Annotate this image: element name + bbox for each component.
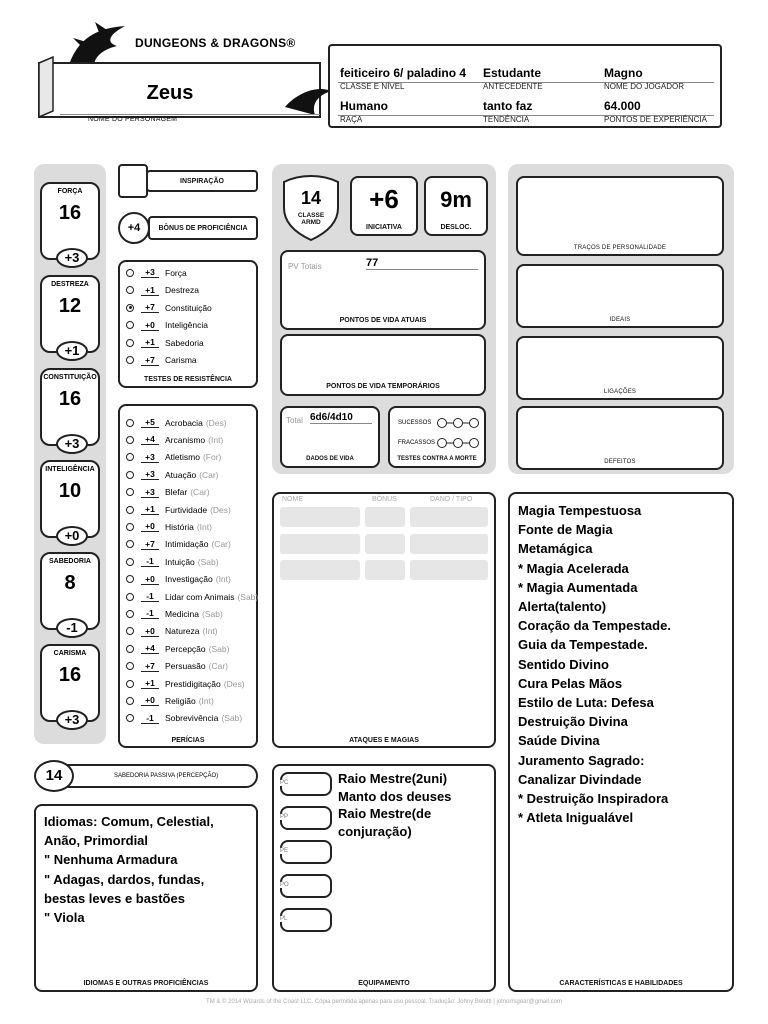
skill-attribute: (Int) bbox=[198, 695, 214, 706]
skill-attribute: (Car) bbox=[199, 469, 219, 480]
skill-name: Percepção bbox=[165, 643, 206, 654]
skill-value[interactable]: -1 bbox=[141, 608, 159, 619]
proficiency-checkbox[interactable] bbox=[126, 540, 134, 548]
skill-attribute: (Sab) bbox=[221, 713, 243, 724]
saving-throw-row bbox=[126, 299, 212, 316]
xp-label: PONTOS DE EXPERIÊNCIA bbox=[604, 115, 707, 124]
saving-throw-name: Constituição bbox=[165, 302, 212, 313]
skill-name: Acrobacia bbox=[165, 417, 203, 428]
skill-value[interactable]: -1 bbox=[141, 591, 159, 602]
skill-attribute: (Int) bbox=[215, 574, 231, 585]
attack-1-name[interactable] bbox=[280, 507, 360, 527]
skill-value[interactable]: +4 bbox=[141, 434, 159, 445]
saving-throw-value[interactable]: +1 bbox=[141, 285, 159, 296]
proficiency-checkbox[interactable] bbox=[126, 575, 134, 583]
attacks-col-name: NOME bbox=[282, 496, 303, 503]
skill-row bbox=[126, 623, 218, 640]
proficiency-checkbox[interactable] bbox=[126, 558, 134, 566]
proficiency-checkbox[interactable] bbox=[126, 697, 134, 705]
skill-row bbox=[126, 588, 258, 605]
skill-row bbox=[126, 658, 228, 675]
proficiency-checkbox[interactable] bbox=[126, 680, 134, 688]
inspiration-checkbox[interactable] bbox=[118, 164, 148, 198]
skill-value[interactable]: +3 bbox=[141, 452, 159, 463]
attack-1-bonus[interactable] bbox=[365, 507, 405, 527]
saving-throw-row bbox=[126, 317, 208, 334]
hit-dice-box: Total 6d6/4d10 DADOS DE VIDA bbox=[280, 406, 380, 468]
proficiency-checkbox[interactable] bbox=[126, 339, 134, 347]
max-hp-value: 77 bbox=[366, 257, 478, 270]
skill-name: Natureza bbox=[165, 626, 200, 637]
armor-class-value[interactable]: 14 bbox=[300, 188, 322, 208]
skill-name: Intimidação bbox=[165, 539, 209, 550]
class-level-value[interactable]: feiticeiro 6/ paladino 4 bbox=[340, 66, 467, 80]
features-text[interactable]: Magia Tempestuosa Fonte de Magia Metamágica * Magia Acelerada * Magia Aumentada Alerta(talento) Coração da Tempestade. Guia da Tempestade. Sentido Divino Cura Pelas Mãos Estilo de Luta: Defesa Destruição Divina Saúde Divina Juramento Sagrado: Canalizar Divindade * Destruição Inspiradora * Atleta Inigualável bbox=[518, 503, 671, 826]
saving-throw-name: Sabedoria bbox=[165, 337, 204, 348]
skill-row bbox=[126, 466, 219, 483]
skill-value[interactable]: +0 bbox=[141, 521, 159, 532]
saving-throw-name: Força bbox=[165, 267, 187, 278]
class-level-label: CLASSE E NÍVEL bbox=[340, 82, 405, 91]
skill-attribute: (Sab) bbox=[202, 608, 223, 619]
skill-value[interactable]: +0 bbox=[141, 626, 159, 637]
attack-3-name[interactable] bbox=[280, 560, 360, 580]
skill-attribute: (Des) bbox=[205, 417, 227, 428]
skill-name: Prestidigitação bbox=[165, 678, 221, 689]
initiative-value[interactable]: +6 bbox=[369, 184, 399, 214]
languages-text[interactable]: Idiomas: Comum, Celestial, Anão, Primordial " Nenhuma Armadura " Adagas, dardos, fundas, bestas leves e bastões " Viola bbox=[44, 814, 214, 926]
proficiency-checkbox[interactable] bbox=[126, 488, 134, 496]
skill-value[interactable]: +3 bbox=[141, 469, 159, 480]
hit-dice-total[interactable]: 6d6/4d10 bbox=[310, 412, 372, 424]
armor-class-label: CLASSE ARMD bbox=[297, 212, 325, 226]
skill-row bbox=[126, 501, 231, 518]
skill-row bbox=[126, 414, 227, 431]
equipment-text[interactable]: Raio Mestre(2uni) Manto dos deuses Raio Mestre(de conjuração) bbox=[338, 771, 452, 839]
skill-name: História bbox=[165, 521, 194, 532]
proficiency-checkbox[interactable] bbox=[126, 662, 134, 670]
coin-sp[interactable]: PP bbox=[280, 806, 332, 830]
skill-value[interactable]: +0 bbox=[141, 695, 159, 706]
saving-throw-row bbox=[126, 334, 204, 351]
personality-traits-box[interactable]: TRAÇOS DE PERSONALIDADE bbox=[516, 176, 724, 256]
proficiency-checkbox[interactable] bbox=[126, 419, 134, 427]
proficiency-checkbox[interactable] bbox=[126, 523, 134, 531]
skill-name: Intuição bbox=[165, 556, 195, 567]
skill-row bbox=[126, 431, 223, 448]
saving-throws-title: TESTES DE RESISTÊNCIA bbox=[144, 376, 232, 383]
speed-box: 9m DESLOC. bbox=[424, 176, 488, 236]
ideals-box[interactable]: IDEAIS bbox=[516, 264, 724, 328]
skill-name: Atuação bbox=[165, 469, 197, 480]
skill-value[interactable]: +1 bbox=[141, 678, 159, 689]
attacks-col-bonus: BÔNUS bbox=[372, 496, 397, 503]
ability-intelligence: INTELIGÊNCIA 10 +0 bbox=[40, 460, 100, 538]
attack-2-bonus[interactable] bbox=[365, 534, 405, 554]
skill-attribute: (Car) bbox=[211, 539, 231, 550]
saving-throw-value[interactable]: +7 bbox=[141, 355, 159, 366]
skill-name: Sobrevivência bbox=[165, 713, 219, 724]
logo-text: DUNGEONS & DRAGONS® bbox=[135, 36, 296, 50]
skill-name: Furtividade bbox=[165, 504, 208, 515]
passive-perception-field: SABEDORIA PASSIVA (PERCEPÇÃO) bbox=[52, 764, 258, 788]
skill-name: Religião bbox=[165, 695, 196, 706]
background-label: ANTECEDENTE bbox=[483, 82, 543, 91]
inspiration-field: INSPIRAÇÃO bbox=[146, 170, 258, 192]
skill-value[interactable]: -1 bbox=[141, 713, 159, 724]
speed-value[interactable]: 9m bbox=[440, 187, 472, 212]
skill-attribute: (Int) bbox=[196, 521, 212, 532]
alignment-label: TENDÊNCIA bbox=[483, 115, 530, 124]
proficiency-checkbox[interactable] bbox=[126, 714, 134, 722]
character-name-label: NOME DO PERSONAGEM bbox=[88, 116, 178, 123]
skill-value[interactable]: +7 bbox=[141, 539, 159, 550]
proficiency-checkbox[interactable] bbox=[126, 321, 134, 329]
saving-throw-name: Inteligência bbox=[165, 320, 209, 330]
skill-value[interactable]: +5 bbox=[141, 417, 159, 428]
skill-name: Atletismo bbox=[165, 452, 200, 463]
proficiency-checkbox[interactable] bbox=[126, 645, 134, 653]
skill-row bbox=[126, 675, 245, 692]
skill-attribute: (For) bbox=[202, 452, 222, 463]
skill-attribute: (Des) bbox=[210, 504, 231, 515]
skill-attribute: (Int) bbox=[202, 626, 218, 637]
skill-row bbox=[126, 640, 229, 657]
skills-title: PERÍCIAS bbox=[171, 737, 205, 744]
skill-value[interactable]: +0 bbox=[141, 574, 159, 585]
skill-name: Lidar com Animais bbox=[165, 591, 235, 602]
passive-perception-value[interactable]: 14 bbox=[34, 760, 74, 792]
alignment-value[interactable]: tanto faz bbox=[483, 99, 533, 113]
skill-attribute: (Car) bbox=[190, 487, 210, 498]
skill-value[interactable]: +7 bbox=[141, 661, 159, 672]
attack-3-bonus[interactable] bbox=[365, 560, 405, 580]
ability-constitution: CONSTITUIÇÃO 16 +3 bbox=[40, 368, 100, 446]
features-title: CARACTERÍSTICAS E HABILIDADES bbox=[559, 980, 683, 987]
skill-row bbox=[126, 518, 212, 535]
attack-3-damage[interactable] bbox=[410, 560, 488, 580]
coin-cp[interactable]: PC bbox=[280, 772, 332, 796]
attacks-spells-box bbox=[272, 492, 496, 748]
ability-charisma: CARISMA 16 +3 bbox=[40, 644, 100, 722]
skill-row bbox=[126, 692, 214, 709]
xp-value[interactable]: 64.000 bbox=[604, 99, 641, 113]
skill-row bbox=[126, 484, 210, 501]
attack-1-damage[interactable] bbox=[410, 507, 488, 527]
skill-attribute: (Int) bbox=[208, 434, 224, 445]
skill-row bbox=[126, 710, 242, 727]
race-label: RAÇA bbox=[340, 115, 363, 124]
proficiency-checkbox[interactable] bbox=[126, 471, 134, 479]
skill-row bbox=[126, 571, 231, 588]
player-name-label: NOME DO JOGADOR bbox=[604, 82, 685, 91]
footer-copyright: TM & © 2014 Wizards of the Coast LLC. Cópia permitida apenas para uso pessoal. Tradução: Johny Belotti | jotnorrsgear@gmail.com bbox=[206, 999, 562, 1005]
saving-throw-name: Destreza bbox=[165, 285, 200, 295]
coin-ep[interactable]: PE bbox=[280, 840, 332, 864]
skill-row bbox=[126, 553, 219, 570]
skill-row bbox=[126, 605, 223, 622]
temp-hp-box[interactable]: PONTOS DE VIDA TEMPORÁRIOS bbox=[280, 334, 486, 396]
death-save-success-checkboxes[interactable] bbox=[436, 417, 482, 429]
proficiency-checkbox[interactable] bbox=[126, 506, 134, 514]
skill-attribute: (Sab) bbox=[237, 591, 259, 602]
death-saves-box: SUCESSOS FRACASSOS TESTES CONTRA A MORTE bbox=[388, 406, 486, 468]
background-value[interactable]: Estudante bbox=[483, 66, 542, 80]
skill-attribute: (Sab) bbox=[197, 556, 219, 567]
initiative-box: +6 INICIATIVA bbox=[350, 176, 418, 236]
saving-throw-row bbox=[126, 282, 199, 299]
skill-attribute: (Des) bbox=[223, 678, 245, 689]
proficiency-checkbox[interactable] bbox=[126, 627, 134, 635]
proficiency-bonus-field: BÔNUS DE PROFICIÊNCIA bbox=[148, 216, 258, 240]
saving-throw-value[interactable]: +1 bbox=[141, 337, 159, 348]
race-value[interactable]: Humano bbox=[340, 99, 388, 113]
skill-value[interactable]: +1 bbox=[141, 504, 159, 515]
coin-gp[interactable]: PO bbox=[280, 874, 332, 898]
skill-row bbox=[126, 536, 231, 553]
skill-value[interactable]: +4 bbox=[141, 643, 159, 654]
ability-wisdom: SABEDORIA 8 -1 bbox=[40, 552, 100, 630]
attack-2-damage[interactable] bbox=[410, 534, 488, 554]
languages-title: IDIOMAS E OUTRAS PROFICIÊNCIAS bbox=[83, 980, 209, 987]
death-save-fail-checkboxes[interactable] bbox=[436, 437, 482, 449]
attacks-spells-title: ATAQUES E MAGIAS bbox=[349, 737, 419, 744]
saving-throw-value[interactable]: +3 bbox=[141, 267, 159, 278]
character-name[interactable]: Zeus bbox=[146, 82, 194, 104]
attacks-col-damage: DANO / TIPO bbox=[430, 496, 473, 503]
current-hp-box[interactable]: PV Totais 77 PONTOS DE VIDA ATUAIS bbox=[280, 250, 486, 330]
saving-throw-name: Carisma bbox=[165, 355, 197, 365]
proficiency-checkbox[interactable] bbox=[126, 304, 134, 312]
skill-row bbox=[126, 449, 221, 466]
proficiency-bonus-value[interactable]: +4 bbox=[118, 212, 150, 244]
proficiency-checkbox[interactable] bbox=[126, 356, 134, 364]
proficiency-checkbox[interactable] bbox=[126, 453, 134, 461]
skill-attribute: (Sab) bbox=[208, 643, 230, 654]
coin-pp[interactable]: PL bbox=[280, 908, 332, 932]
flaws-box[interactable]: DEFEITOS bbox=[516, 406, 724, 470]
skill-value[interactable]: -1 bbox=[141, 556, 159, 567]
attack-2-name[interactable] bbox=[280, 534, 360, 554]
skill-value[interactable]: +3 bbox=[141, 487, 159, 498]
skill-name: Medicina bbox=[165, 608, 200, 619]
proficiency-checkbox[interactable] bbox=[126, 610, 134, 618]
bonds-box[interactable]: LIGAÇÕES bbox=[516, 336, 724, 400]
saving-throw-row bbox=[126, 352, 197, 369]
player-name-value[interactable]: Magno bbox=[604, 66, 643, 80]
proficiency-checkbox[interactable] bbox=[126, 593, 134, 601]
ability-dexterity: DESTREZA 12 +1 bbox=[40, 275, 100, 353]
saving-throw-value[interactable]: +7 bbox=[141, 302, 159, 313]
skill-name: Investigação bbox=[165, 574, 213, 585]
skill-name: Persuasão bbox=[165, 661, 206, 672]
proficiency-checkbox[interactable] bbox=[126, 436, 134, 444]
ability-strength: FORÇA 16 +3 bbox=[40, 182, 100, 260]
skill-name: Arcanismo bbox=[165, 434, 206, 445]
saving-throw-row bbox=[126, 264, 187, 281]
saving-throw-value[interactable]: +0 bbox=[141, 320, 159, 331]
equipment-title: EQUIPAMENTO bbox=[358, 980, 410, 987]
skill-name: Blefar bbox=[165, 487, 188, 498]
proficiency-checkbox[interactable] bbox=[126, 269, 134, 277]
proficiency-checkbox[interactable] bbox=[126, 286, 134, 294]
skill-attribute: (Car) bbox=[208, 661, 228, 672]
